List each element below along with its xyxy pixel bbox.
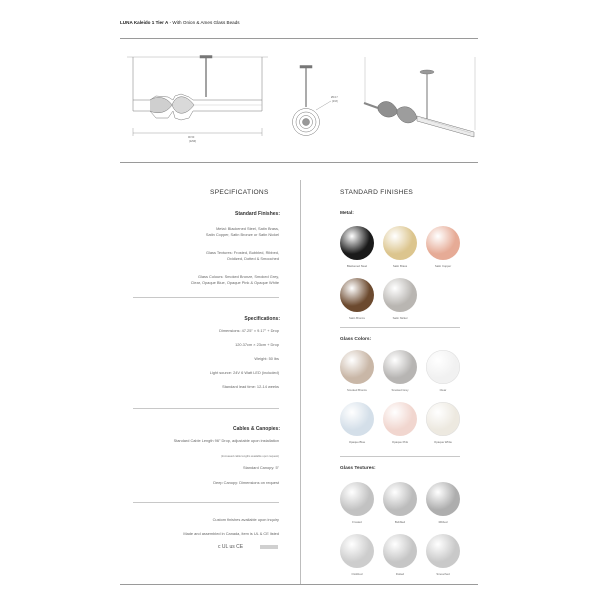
glass-colors-title: Glass Colors: bbox=[340, 337, 372, 342]
text-line: Glass Textures: Frosted, Bubbled, Ribbed, bbox=[205, 250, 279, 255]
made-in-canada-text: Made and assembled in Canada, item is UL & CE listed bbox=[183, 531, 279, 536]
finish-swatch-label: Opaque White bbox=[434, 440, 452, 444]
finish-swatch-label: Opaque Pink bbox=[391, 440, 409, 444]
standard-finishes-title: Standard Finishes: bbox=[234, 211, 280, 217]
finish-swatch bbox=[383, 350, 417, 384]
lead-time-text: Standard lead time: 12-14 weeks bbox=[222, 384, 279, 389]
metric-dimensions-text: 120.37cm × 23cm + Drop bbox=[235, 342, 279, 347]
finish-swatch bbox=[383, 482, 417, 516]
finish-swatch-label: Bubbled bbox=[394, 520, 406, 524]
finish-swatch-label: Smoked Bronze bbox=[347, 388, 367, 392]
technical-drawing bbox=[0, 0, 600, 170]
finish-swatch-label: Ribbed bbox=[438, 520, 448, 524]
bottom-rule bbox=[120, 584, 478, 585]
certification-marks: c UL us CE bbox=[218, 544, 244, 550]
dimensions-text: Dimensions: 47.25" × 9.17" + Drop bbox=[219, 328, 279, 333]
standard-canopy-text: Standard Canopy: 5" bbox=[243, 465, 279, 470]
finish-swatch bbox=[340, 402, 374, 436]
finish-swatch bbox=[426, 482, 460, 516]
finish-swatch bbox=[340, 278, 374, 312]
text-line: Metal: Blackened Steel, Satin Brass, bbox=[216, 226, 279, 231]
text-line: Clear, Opaque Blue, Opaque Pink & Opaque White bbox=[190, 280, 279, 286]
finish-swatch-label: Oxidized bbox=[351, 572, 363, 576]
glass-textures-title: Glass Textures: bbox=[340, 466, 376, 471]
finish-swatch bbox=[383, 226, 417, 260]
dimension-length-mm: [2299] bbox=[189, 139, 196, 143]
finish-swatch-label: Dotted bbox=[395, 572, 405, 576]
dimension-length-in: 90.50 bbox=[188, 136, 195, 139]
finish-swatch bbox=[340, 482, 374, 516]
metal-finishes-text bbox=[206, 226, 279, 238]
column-divider bbox=[300, 180, 301, 585]
finish-swatch bbox=[383, 534, 417, 568]
deep-canopy-text: Deep Canopy: Dimensions on request bbox=[213, 480, 279, 485]
weight-text: Weight: 50 lbs bbox=[254, 356, 279, 361]
finish-swatch-label: Blackened Steel bbox=[346, 264, 368, 268]
finish-swatch bbox=[340, 534, 374, 568]
finish-swatch-label: Frosted bbox=[352, 520, 362, 524]
cables-canopies-title: Cables & Canopies: bbox=[233, 426, 280, 432]
finish-swatch bbox=[426, 534, 460, 568]
finish-swatch bbox=[426, 402, 460, 436]
finish-swatch-label: Smoked Grey bbox=[391, 388, 409, 392]
dimension-diameter-mm: [233] bbox=[332, 99, 338, 103]
finish-swatch bbox=[426, 226, 460, 260]
cable-length-text: Standard Cable Length 96" Drop, adjustable upon installation bbox=[173, 438, 279, 443]
section-rule bbox=[340, 327, 460, 328]
certification-logo bbox=[260, 545, 278, 549]
section-rule bbox=[133, 297, 279, 298]
standard-finishes-heading: STANDARD FINISHES bbox=[340, 189, 414, 196]
light-source-text: Light source: 24V 6 Watt LED (included) bbox=[209, 370, 279, 375]
finish-swatch bbox=[340, 350, 374, 384]
section-rule bbox=[133, 408, 279, 409]
section-rule bbox=[340, 456, 460, 457]
finish-swatch-label: Satin Brass bbox=[392, 264, 408, 268]
text-line: Satin Copper, Satin Bronze or Satin Nickel bbox=[205, 232, 279, 238]
finish-swatch-label: Clear bbox=[439, 388, 447, 392]
custom-finishes-text: Custom finishes available upon inquiry bbox=[212, 517, 279, 522]
finish-swatch-label: Satin Nickel bbox=[392, 316, 408, 320]
specifications-heading: SPECIFICATIONS bbox=[210, 189, 269, 196]
text-line: Glass Colours: Smoked Bronze, Smoked Grey, bbox=[197, 274, 279, 279]
section-rule bbox=[133, 502, 279, 503]
glass-colours-text bbox=[191, 274, 279, 286]
finish-swatch-label: Satin Bronze bbox=[348, 316, 365, 320]
specifications-title: Specifications: bbox=[244, 316, 280, 322]
finish-swatch bbox=[383, 402, 417, 436]
drawing-bottom-rule bbox=[120, 162, 478, 163]
finish-swatch-label: Satin Copper bbox=[434, 264, 452, 268]
finish-swatch-label: Smooched bbox=[436, 572, 450, 576]
finish-swatch bbox=[340, 226, 374, 260]
cable-note-text: (Increased cable lengths available upon request) bbox=[221, 455, 279, 458]
finish-swatch bbox=[426, 350, 460, 384]
product-name: LUNA Kaleido 1 Tier A bbox=[120, 20, 169, 25]
dimension-diameter-in: Ø9.17 bbox=[331, 96, 338, 99]
text-line: Oxidized, Dotted & Smooched bbox=[226, 256, 279, 262]
finish-swatch-label: Opaque Blue bbox=[348, 440, 366, 444]
glass-textures-text bbox=[206, 250, 279, 262]
product-description: - With Onion & Ames Glass Beads bbox=[168, 20, 240, 25]
metal-title: Metal: bbox=[340, 211, 354, 216]
finish-swatch bbox=[383, 278, 417, 312]
